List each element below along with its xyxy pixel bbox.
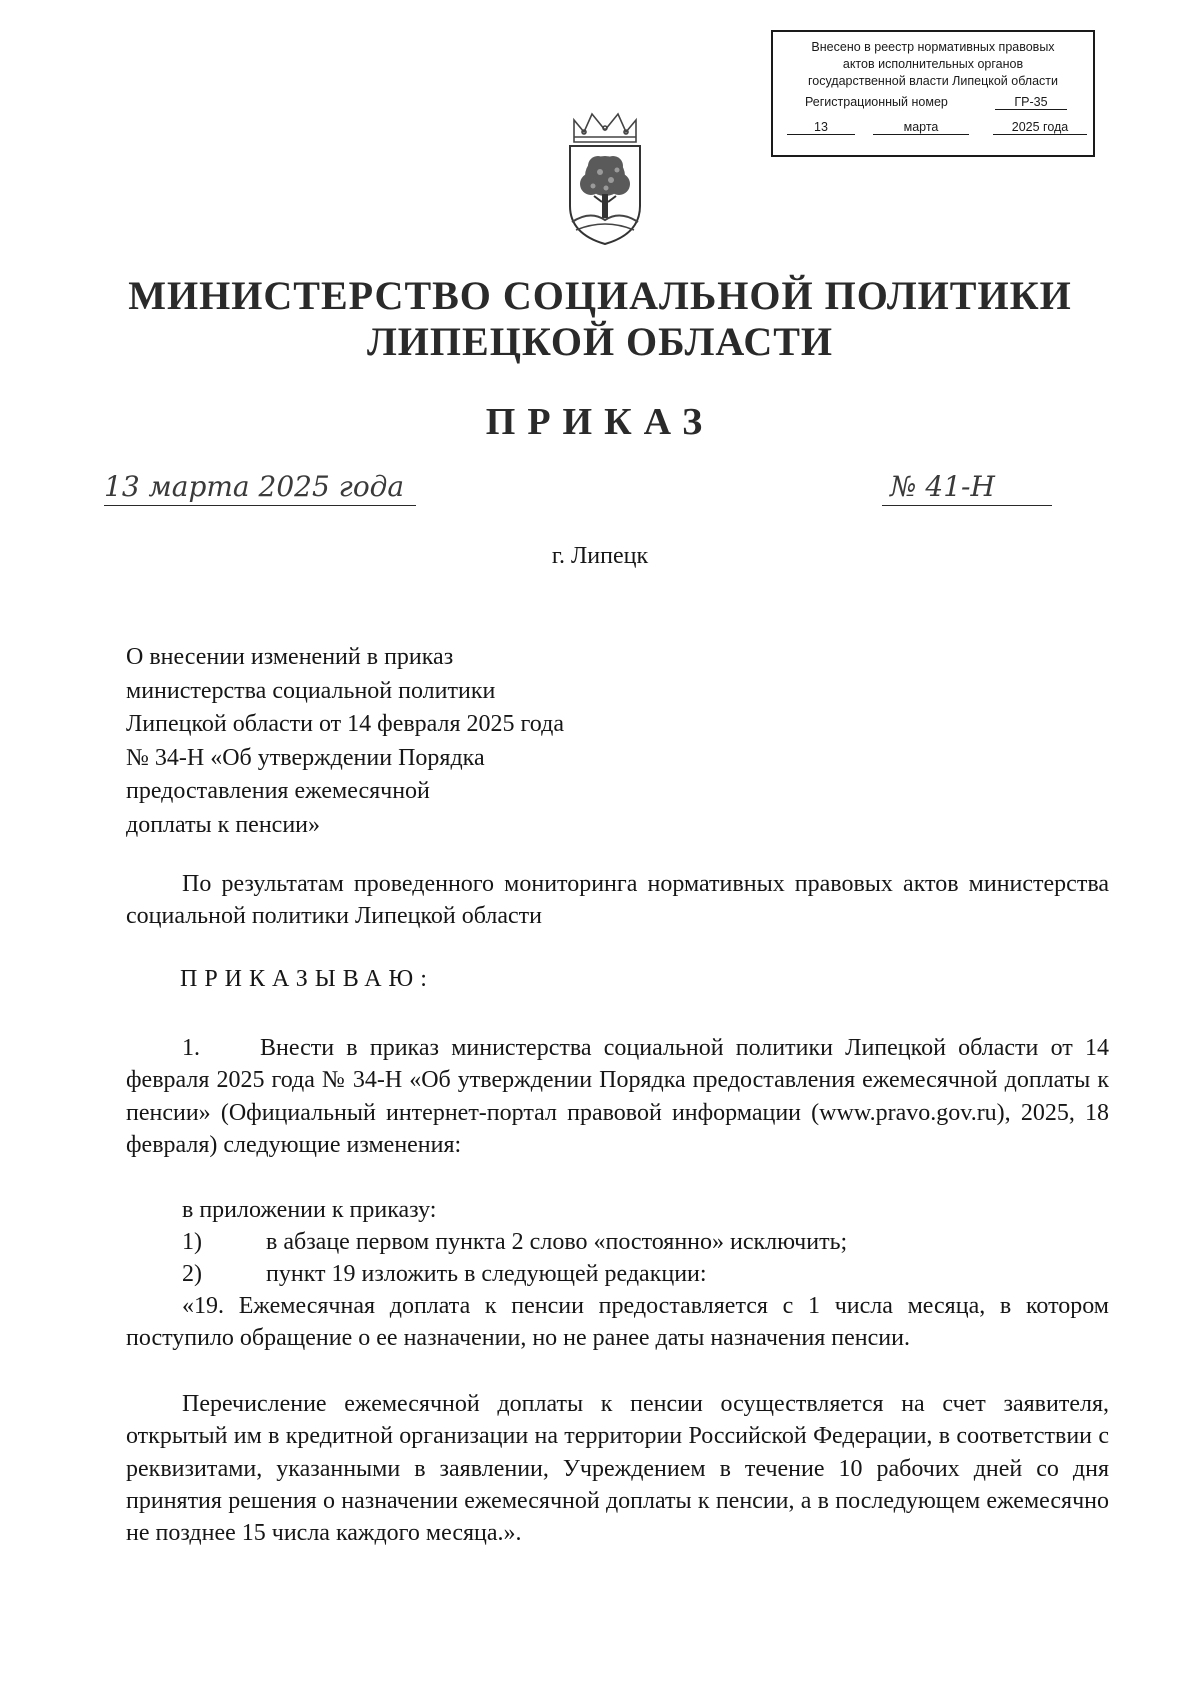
registration-number-value: ГР-35 xyxy=(995,95,1067,110)
ministry-name-line-2: ЛИПЕЦКОЙ ОБЛАСТИ xyxy=(367,319,833,364)
registration-date-row xyxy=(773,120,1093,138)
subitem-1-text: в абзаце первом пункта 2 слово «постоянно» исключить; xyxy=(266,1229,848,1255)
subitem-2-text: пункт 19 изложить в следующей редакции: xyxy=(266,1261,707,1287)
document-subject xyxy=(126,641,666,843)
registration-year: 2025 года xyxy=(993,120,1087,135)
preamble-paragraph: По результатам проведенного мониторинга нормативных правовых актов министерства социальной политики Липецкой области xyxy=(126,871,1109,930)
clause-19-paragraph-1: «19. Ежемесячная доплата к пенсии предоставляется с 1 числа месяца, в котором поступило обращение о ее назначении, но не ранее даты назначения пенсии. xyxy=(126,1293,1109,1352)
subject-line: предоставления ежемесячной xyxy=(126,778,430,805)
registration-line-3: государственной власти Липецкой области xyxy=(807,74,1059,88)
registration-month: марта xyxy=(873,120,969,135)
item-1-paragraph xyxy=(126,1032,1109,1161)
registration-stamp xyxy=(771,30,1095,157)
coat-of-arms-icon xyxy=(560,110,650,250)
orders-word: ПРИКАЗЫВАЮ: xyxy=(180,966,434,992)
registration-number-label: Регистрационный номер xyxy=(805,95,948,109)
registration-line-2: актов исполнительных органов xyxy=(842,57,1024,71)
subitem-2-number: 2) xyxy=(182,1261,202,1287)
registration-line-1: Внесено в реестр нормативных правовых xyxy=(811,40,1055,54)
number-underline xyxy=(882,505,1052,506)
item-1-number: 1. xyxy=(182,1035,200,1061)
clause-19-paragraph-2: Перечисление ежемесячной доплаты к пенсии осуществляется на счет заявителя, открытый им в кредитной организации на территории Российской Федерации, в соответствии с реквизитами, указанными в заявлении, Учреждением в течение 10 рабочих дней со дня принятия решения о назначении ежемесячной доплаты к пенсии, а в последующем ежемесячно не позднее 15 числа каждого месяца.». xyxy=(126,1391,1109,1547)
handwritten-number: № 41-Н xyxy=(890,470,995,503)
subject-line: О внесении изменений в приказ xyxy=(126,644,454,670)
item-1-text: Внести в приказ министерства социальной политики Липецкой области от 14 февраля 2025 года № 34-Н «Об утверждении Порядка предоставления ежемесячной доплаты к пенсии» (Официальный интернет-портал правовой информации (www.pravo.gov.ru), 2025, 18 февраля) следующие изменения: xyxy=(126,1035,1109,1158)
subject-line: № 34-Н «Об утверждении Порядка xyxy=(126,744,485,771)
ministry-name-line-1: МИНИСТЕРСТВО СОЦИАЛЬНОЙ ПОЛИТИКИ xyxy=(128,273,1072,318)
subject-line: Липецкой области от 14 февраля 2025 года xyxy=(126,711,564,738)
subject-line: министерства социальной политики xyxy=(126,677,496,704)
date-underline xyxy=(104,505,416,506)
subject-line: доплаты к пенсии» xyxy=(126,811,321,838)
handwritten-date: 13 марта 2025 года xyxy=(104,470,405,503)
annex-intro: в приложении к приказу: xyxy=(182,1197,437,1223)
registration-number-row xyxy=(773,95,1093,113)
subitem-1-number: 1) xyxy=(182,1229,202,1255)
city-line: г. Липецк xyxy=(551,543,649,569)
registration-day: 13 xyxy=(787,120,855,135)
document-type-title: ПРИКАЗ xyxy=(485,401,715,443)
